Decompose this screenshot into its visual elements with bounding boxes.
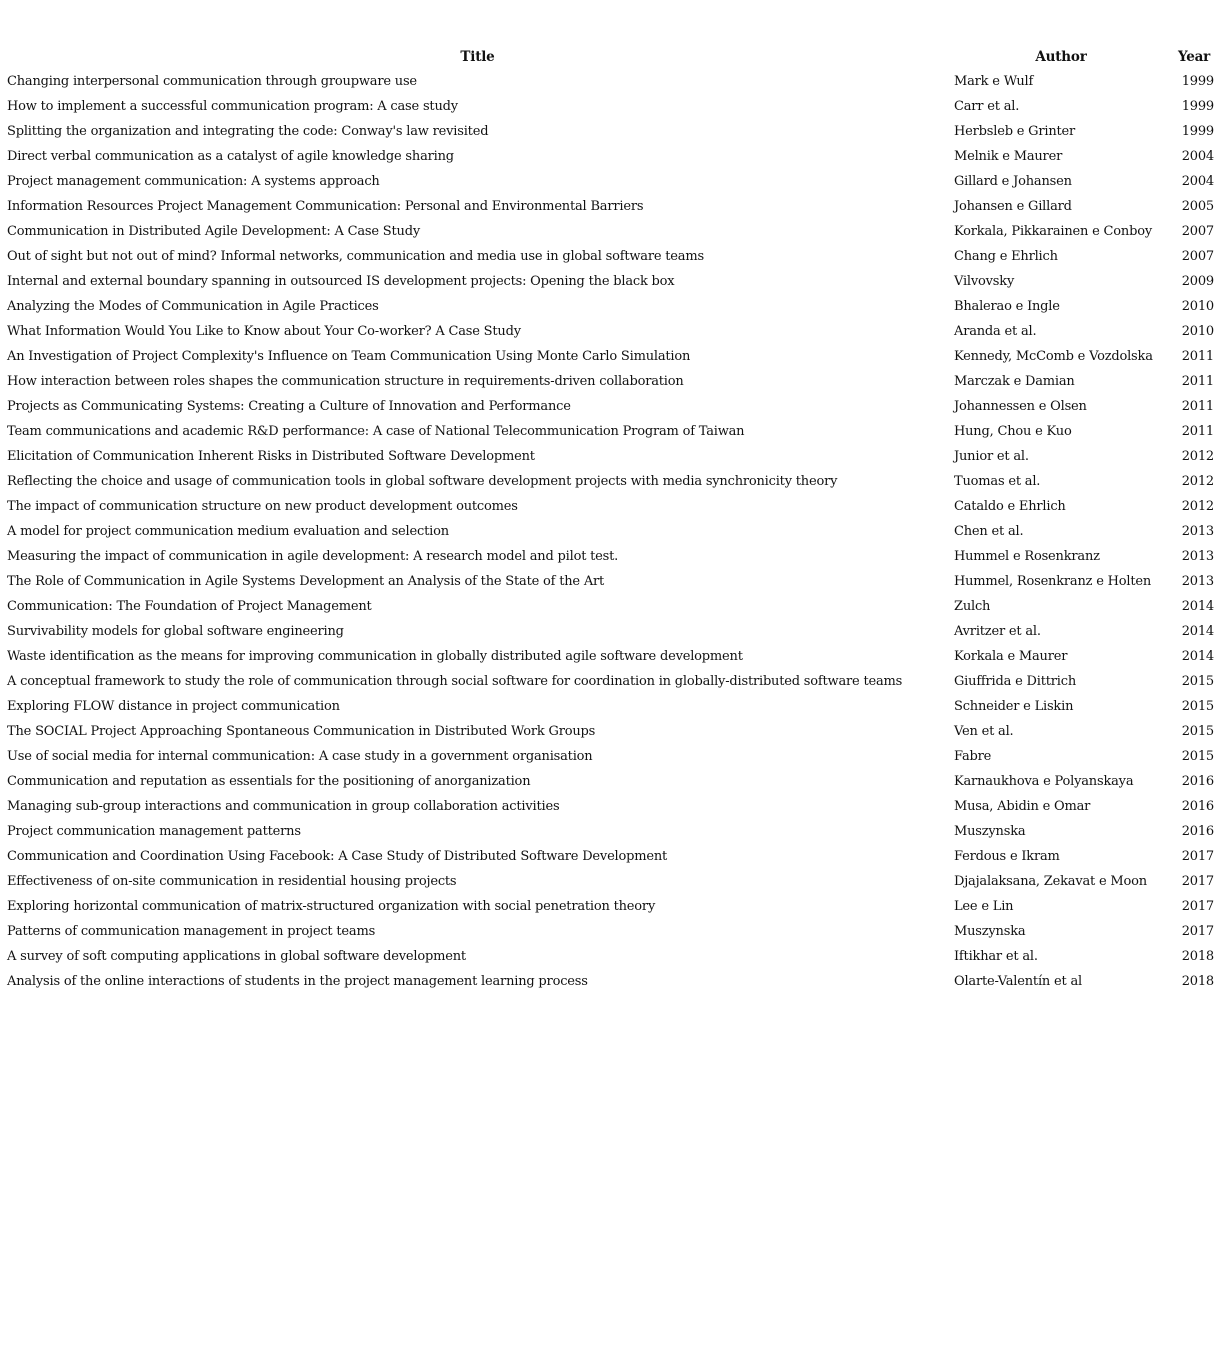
table-row bbox=[4, 719, 1217, 744]
row-year: 2015 bbox=[1181, 724, 1214, 739]
table-row bbox=[4, 769, 1217, 794]
row-author: Ferdous e Ikram bbox=[954, 849, 1060, 864]
row-year: 2013 bbox=[1181, 549, 1214, 564]
row-author: Vilvovsky bbox=[954, 274, 1015, 289]
row-title: Changing interpersonal communication through groupware use bbox=[7, 74, 417, 89]
row-title: Reflecting the choice and usage of communication tools in global software development projects with media synchronicity theory bbox=[7, 474, 838, 489]
row-author: Muszynska bbox=[954, 824, 1026, 839]
table-row bbox=[4, 494, 1217, 519]
row-author: Carr et al. bbox=[954, 99, 1020, 114]
row-year: 2016 bbox=[1181, 824, 1214, 839]
row-title: Communication: The Foundation of Project Management bbox=[7, 599, 372, 614]
table-row bbox=[4, 844, 1217, 869]
table-row bbox=[4, 669, 1217, 694]
row-author: Chen et al. bbox=[954, 524, 1024, 539]
row-author: Herbsleb e Grinter bbox=[954, 124, 1076, 139]
row-title: Survivability models for global software engineering bbox=[7, 624, 344, 639]
row-author: Hummel e Rosenkranz bbox=[954, 549, 1100, 564]
row-author: Olarte-Valentín et al bbox=[954, 974, 1082, 989]
row-title: An Investigation of Project Complexity's Influence on Team Communication Using Monte Carlo Simulation bbox=[7, 349, 691, 364]
row-title: Use of social media for internal communication: A case study in a government organisation bbox=[7, 749, 593, 764]
row-title: Project communication management patterns bbox=[7, 824, 301, 839]
table-row bbox=[4, 519, 1217, 544]
table-row bbox=[4, 94, 1217, 119]
table-row bbox=[4, 919, 1217, 944]
row-year: 2017 bbox=[1181, 924, 1214, 939]
row-year: 2007 bbox=[1181, 249, 1214, 264]
table-row bbox=[4, 269, 1217, 294]
row-title: Exploring horizontal communication of matrix-structured organization with social penetration theory bbox=[7, 899, 656, 914]
row-title: A model for project communication medium evaluation and selection bbox=[7, 524, 449, 539]
row-year: 2014 bbox=[1181, 624, 1214, 639]
table-row bbox=[4, 569, 1217, 594]
row-author: Zulch bbox=[954, 599, 991, 614]
row-title: Out of sight but not out of mind? Informal networks, communication and media use in global software teams bbox=[7, 249, 704, 264]
row-author: Fabre bbox=[954, 749, 992, 764]
row-author: Junior et al. bbox=[954, 449, 1029, 464]
row-year: 2009 bbox=[1181, 274, 1214, 289]
row-year: 2014 bbox=[1181, 649, 1214, 664]
row-author: Schneider e Liskin bbox=[954, 699, 1074, 714]
table-row bbox=[4, 319, 1217, 344]
table-row bbox=[4, 694, 1217, 719]
row-author: Johannessen e Olsen bbox=[954, 399, 1087, 414]
column-header-author: Author bbox=[1035, 48, 1087, 65]
row-author: Melnik e Maurer bbox=[954, 149, 1063, 164]
table-row bbox=[4, 69, 1217, 94]
row-author: Musa, Abidin e Omar bbox=[954, 799, 1091, 814]
table-row bbox=[4, 469, 1217, 494]
row-title: How to implement a successful communication program: A case study bbox=[7, 99, 458, 114]
table-row bbox=[4, 394, 1217, 419]
row-author: Tuomas et al. bbox=[954, 474, 1041, 489]
table-row bbox=[4, 644, 1217, 669]
row-title: Team communications and academic R&D performance: A case of National Telecommunication Program of Taiwan bbox=[7, 424, 745, 439]
row-year: 2011 bbox=[1181, 374, 1214, 389]
row-title: Managing sub-group interactions and communication in group collaboration activities bbox=[7, 799, 560, 814]
row-year: 2017 bbox=[1181, 849, 1214, 864]
row-title: Analyzing the Modes of Communication in Agile Practices bbox=[7, 299, 379, 314]
row-title: Project management communication: A systems approach bbox=[7, 174, 380, 189]
row-year: 2004 bbox=[1181, 174, 1214, 189]
column-header-year: Year bbox=[1177, 48, 1211, 65]
row-title: A survey of soft computing applications in global software development bbox=[7, 949, 466, 964]
row-year: 2011 bbox=[1181, 349, 1214, 364]
row-author: Karnaukhova e Polyanskaya bbox=[954, 774, 1134, 789]
table-row bbox=[4, 969, 1217, 994]
table-row bbox=[4, 119, 1217, 144]
table-row bbox=[4, 794, 1217, 819]
row-author: Avritzer et al. bbox=[954, 624, 1041, 639]
row-author: Gillard e Johansen bbox=[954, 174, 1072, 189]
row-author: Korkala e Maurer bbox=[954, 649, 1068, 664]
row-title: The SOCIAL Project Approaching Spontaneous Communication in Distributed Work Groups bbox=[7, 724, 596, 739]
row-author: Giuffrida e Dittrich bbox=[954, 674, 1076, 689]
table-row bbox=[4, 144, 1217, 169]
row-year: 2018 bbox=[1181, 974, 1214, 989]
header-row bbox=[4, 44, 1217, 69]
row-author: Muszynska bbox=[954, 924, 1026, 939]
row-year: 2004 bbox=[1181, 149, 1214, 164]
row-title: Communication and Coordination Using Facebook: A Case Study of Distributed Software Development bbox=[7, 849, 668, 864]
column-header-title: Title bbox=[460, 48, 495, 65]
row-title: Internal and external boundary spanning in outsourced IS development projects: Opening the black box bbox=[7, 274, 675, 289]
row-author: Bhalerao e Ingle bbox=[954, 299, 1060, 314]
table-row bbox=[4, 369, 1217, 394]
row-year: 2013 bbox=[1181, 574, 1214, 589]
row-year: 2015 bbox=[1181, 699, 1214, 714]
row-title: The Role of Communication in Agile Systems Development an Analysis of the State of the Art bbox=[7, 574, 605, 589]
row-year: 1999 bbox=[1181, 99, 1214, 114]
row-year: 2012 bbox=[1181, 449, 1214, 464]
row-author: Kennedy, McComb e Vozdolska bbox=[954, 349, 1153, 364]
row-title: Waste identification as the means for improving communication in globally distributed agile software development bbox=[7, 649, 743, 664]
table-row bbox=[4, 944, 1217, 969]
row-title: Patterns of communication management in project teams bbox=[7, 924, 376, 939]
table-row bbox=[4, 544, 1217, 569]
table-row bbox=[4, 219, 1217, 244]
table-row bbox=[4, 444, 1217, 469]
row-year: 2017 bbox=[1181, 874, 1214, 889]
row-author: Johansen e Gillard bbox=[954, 199, 1072, 214]
row-author: Aranda et al. bbox=[954, 324, 1037, 339]
table-header bbox=[4, 44, 1217, 69]
table-row bbox=[4, 894, 1217, 919]
row-year: 2010 bbox=[1181, 324, 1214, 339]
row-year: 2016 bbox=[1181, 774, 1214, 789]
row-author: Cataldo e Ehrlich bbox=[954, 499, 1066, 514]
row-title: Direct verbal communication as a catalyst of agile knowledge sharing bbox=[7, 149, 454, 164]
row-year: 2012 bbox=[1181, 499, 1214, 514]
row-year: 2011 bbox=[1181, 424, 1214, 439]
row-year: 2015 bbox=[1181, 749, 1214, 764]
row-title: Effectiveness of on-site communication in residential housing projects bbox=[7, 874, 457, 889]
row-title: Information Resources Project Management Communication: Personal and Environmental Barriers bbox=[7, 199, 644, 214]
references-table bbox=[4, 44, 1217, 994]
table-row bbox=[4, 244, 1217, 269]
row-title: Communication in Distributed Agile Development: A Case Study bbox=[7, 224, 420, 239]
row-title: Elicitation of Communication Inherent Risks in Distributed Software Development bbox=[7, 449, 535, 464]
row-title: Exploring FLOW distance in project communication bbox=[7, 699, 340, 714]
table-body bbox=[4, 69, 1217, 994]
row-year: 2011 bbox=[1181, 399, 1214, 414]
row-year: 2007 bbox=[1181, 224, 1214, 239]
row-title: A conceptual framework to study the role of communication through social software for coordination in globally-distributed software teams bbox=[7, 674, 903, 689]
table-row bbox=[4, 169, 1217, 194]
row-title: What Information Would You Like to Know about Your Co-worker? A Case Study bbox=[7, 324, 521, 339]
row-year: 2014 bbox=[1181, 599, 1214, 614]
table-row bbox=[4, 819, 1217, 844]
row-author: Mark e Wulf bbox=[954, 74, 1034, 89]
row-author: Korkala, Pikkarainen e Conboy bbox=[954, 224, 1152, 239]
row-title: Splitting the organization and integrating the code: Conway's law revisited bbox=[7, 124, 489, 139]
table-row bbox=[4, 619, 1217, 644]
row-author: Marczak e Damian bbox=[954, 374, 1075, 389]
row-title: The impact of communication structure on new product development outcomes bbox=[7, 499, 518, 514]
table-row bbox=[4, 419, 1217, 444]
row-author: Lee e Lin bbox=[954, 899, 1014, 914]
table-row bbox=[4, 594, 1217, 619]
row-year: 1999 bbox=[1181, 124, 1214, 139]
row-year: 2018 bbox=[1181, 949, 1214, 964]
row-author: Hung, Chou e Kuo bbox=[954, 424, 1072, 439]
row-year: 2012 bbox=[1181, 474, 1214, 489]
row-year: 2017 bbox=[1181, 899, 1214, 914]
row-year: 2005 bbox=[1181, 199, 1214, 214]
table-row bbox=[4, 294, 1217, 319]
row-author: Hummel, Rosenkranz e Holten bbox=[954, 574, 1152, 589]
row-year: 2010 bbox=[1181, 299, 1214, 314]
row-title: Analysis of the online interactions of students in the project management learning process bbox=[7, 974, 588, 989]
row-author: Chang e Ehrlich bbox=[954, 249, 1058, 264]
row-title: Measuring the impact of communication in agile development: A research model and pilot test. bbox=[7, 549, 619, 564]
row-title: Communication and reputation as essentials for the positioning of anorganization bbox=[7, 774, 531, 789]
row-title: How interaction between roles shapes the communication structure in requirements-driven collaboration bbox=[7, 374, 684, 389]
row-year: 2015 bbox=[1181, 674, 1214, 689]
table-row bbox=[4, 344, 1217, 369]
row-author: Iftikhar et al. bbox=[954, 949, 1038, 964]
row-title: Projects as Communicating Systems: Creating a Culture of Innovation and Performance bbox=[7, 399, 571, 414]
table-row bbox=[4, 869, 1217, 894]
row-author: Djajalaksana, Zekavat e Moon bbox=[954, 874, 1147, 889]
row-author: Ven et al. bbox=[954, 724, 1014, 739]
table-row bbox=[4, 194, 1217, 219]
row-year: 2016 bbox=[1181, 799, 1214, 814]
row-year: 1999 bbox=[1181, 74, 1214, 89]
row-year: 2013 bbox=[1181, 524, 1214, 539]
table-row bbox=[4, 744, 1217, 769]
